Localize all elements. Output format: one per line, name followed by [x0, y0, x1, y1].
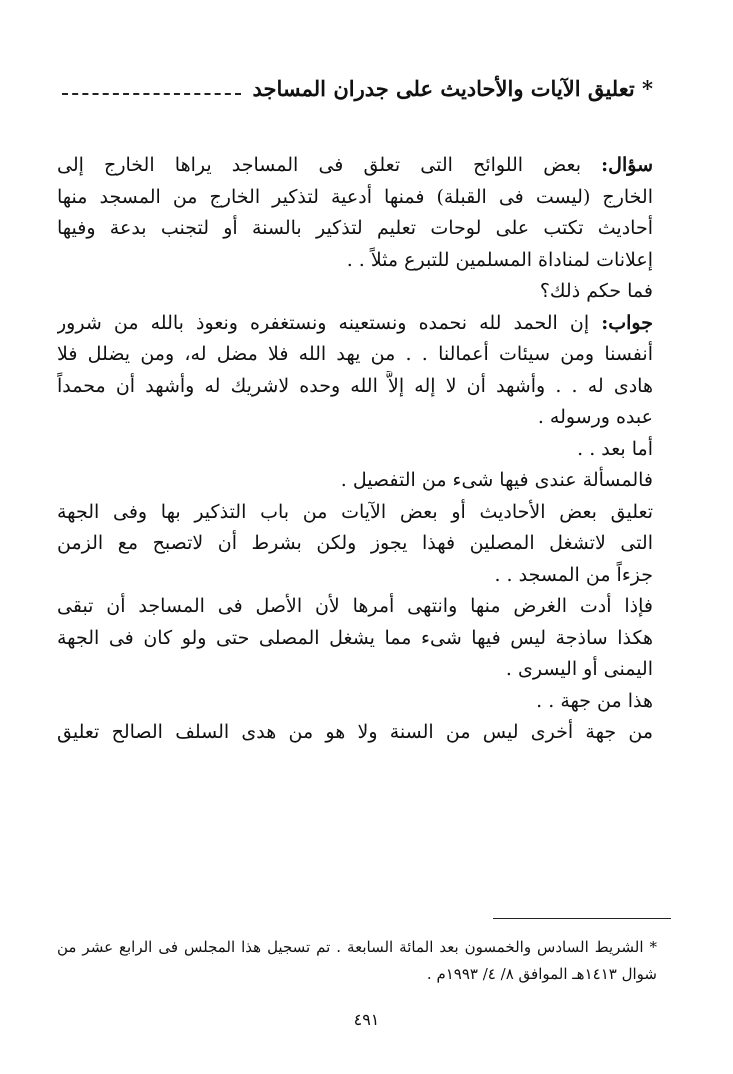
text-line: إعلانات لمناداة المسلمين للتبرع مثلاً . .	[346, 248, 653, 271]
text-line: فإذا أدت الغرض منها وانتهى أمرها لأن الأصل فى المساجد أن تبقى	[57, 595, 653, 617]
text-line: فما حكم ذلك؟	[539, 280, 653, 302]
text-line: اليمنى أو اليسرى .	[505, 658, 653, 680]
text-line: هادى له . . وأشهد أن لا إله إلاَّ الله وحده لاشريك له وأشهد أن محمداً	[57, 374, 653, 397]
question-label: سؤال:	[601, 154, 653, 176]
header-dashed-rule	[62, 93, 241, 95]
text-line: هذا من جهة . .	[536, 689, 653, 712]
text-line: عبده ورسوله .	[537, 406, 653, 428]
text-line: من جهة أخرى ليس من السنة ولا هو من هدى السلف الصالح تعليق	[57, 721, 653, 743]
footnote-separator	[493, 918, 671, 919]
text-line: جواب: إن الحمد لله نحمده ونستعينه ونستغفره ونعوذ بالله من شرور	[57, 311, 653, 334]
footnote-line: شوال ١٤١٣هـ الموافق ٨/ ٤/ ١٩٩٣م .	[426, 965, 657, 983]
page-number: ٤٩١	[353, 1010, 380, 1029]
footnote-line: * الشريط السادس والخمسون بعد المائة السابعة . تم تسجيل هذا المجلس فى الرابع عشر من	[57, 938, 657, 956]
text-line: فالمسألة عندى فيها شىء من التفصيل .	[340, 469, 653, 491]
running-header	[62, 70, 653, 106]
text-line: الخارج (ليست فى القبلة) فمنها أدعية لتذكير الخارج من المسجد منها	[57, 185, 653, 208]
text-line: سؤال: بعض اللوائح التى تعلق فى المساجد يراها الخارج إلى	[57, 154, 653, 176]
text-line: هكذا ساذجة ليس فيها شىء مما يشغل المصلى حتى ولو كان فى الجهة	[57, 626, 653, 649]
text-line: التى لاتشغل المصلين فهذا يجوز ولكن بشرط أن لاتصبح مع الزمن	[57, 532, 653, 554]
body-text	[57, 150, 653, 749]
text-line: أحاديث تكتب على لوحات تعليم لتذكير بالسنة أو لتجنب بدعة وفيها	[57, 217, 653, 239]
text-line: جزءاً من المسجد . .	[494, 563, 653, 586]
text-line: أنفسنا ومن سيئات أعمالنا . . من يهد الله فلا مضل له، ومن يضلل فلا	[57, 343, 653, 365]
answer-label: جواب:	[601, 311, 653, 334]
text-line: تعليق بعض الأحاديث أو بعض الآيات من باب التذكير بها وفى الجهة	[57, 500, 653, 523]
text-line: أما بعد . .	[577, 437, 653, 460]
footnote	[57, 934, 657, 988]
header-title: * تعليق الآيات والأحاديث على جدران المساجد	[252, 75, 653, 101]
